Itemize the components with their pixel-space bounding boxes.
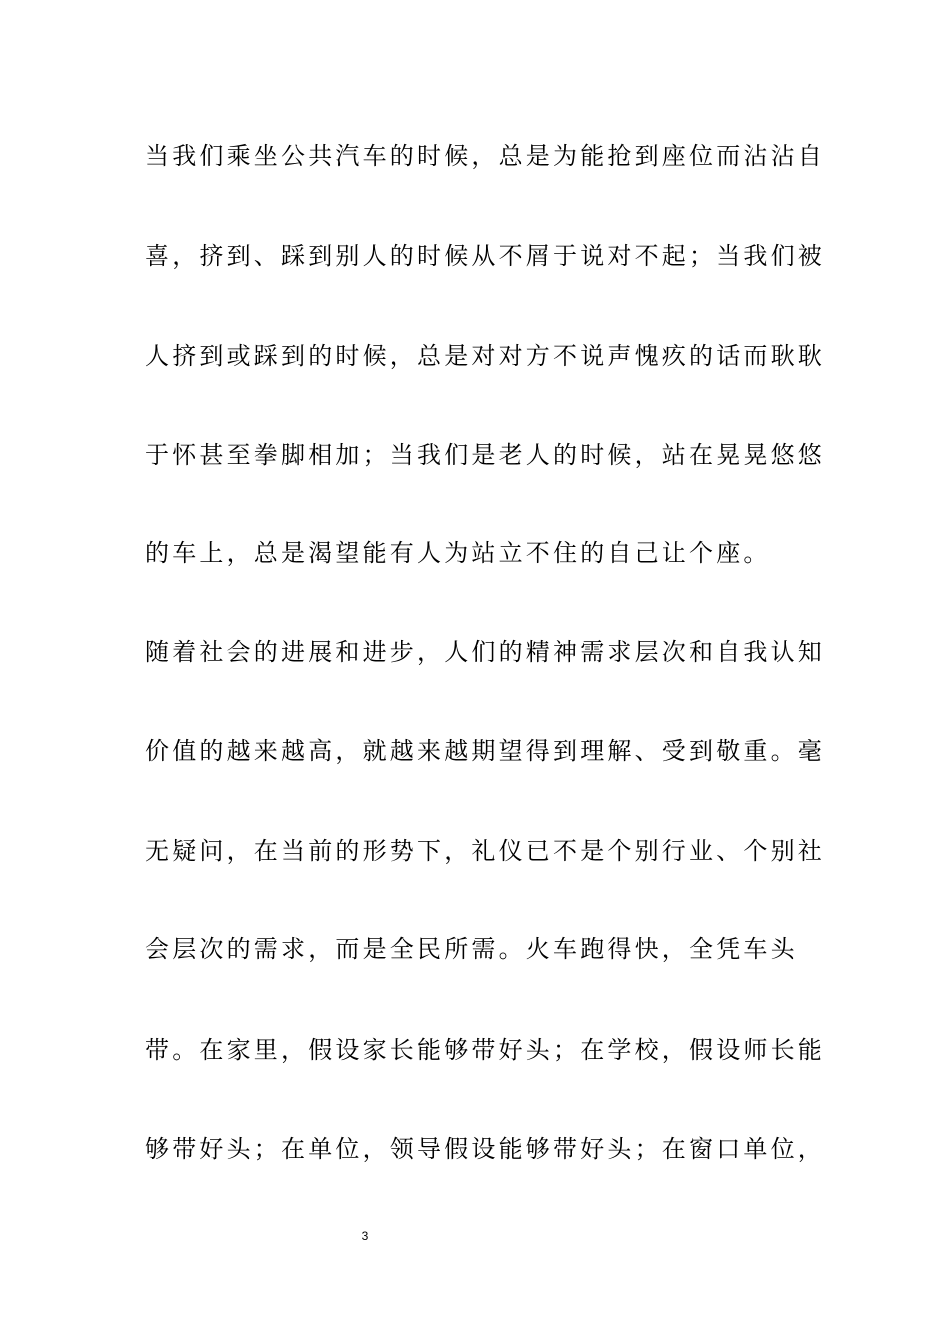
text-line: 会层次的需求，而是全民所需。火车跑得快，全凭车头 [145, 935, 798, 963]
text-line: 价值的越来越高，就越来越期望得到理解、受到敬重。毫 [145, 737, 825, 765]
text-line: 带。在家里，假设家长能够带好头；在学校，假设师长能 [145, 1036, 825, 1064]
text-line: 随着社会的进展和进步，人们的精神需求层次和自我认知 [145, 638, 825, 666]
text-line: 于怀甚至拳脚相加；当我们是老人的时候，站在晃晃悠悠 [145, 441, 825, 469]
text-line: 无疑问，在当前的形势下，礼仪已不是个别行业、个别社 [145, 837, 825, 865]
text-line: 喜，挤到、踩到别人的时候从不屑于说对不起；当我们被 [145, 242, 825, 270]
text-line: 当我们乘坐公共汽车的时候，总是为能抢到座位而沾沾自 [145, 142, 825, 170]
text-line: 的车上，总是渴望能有人为站立不住的自己让个座。 [145, 539, 771, 567]
page-number: 3 [361, 1229, 369, 1243]
text-line: 人挤到或踩到的时候，总是对对方不说声愧疚的话而耿耿 [145, 342, 825, 370]
text-line: 够带好头；在单位，领导假设能够带好头；在窗口单位， [145, 1135, 825, 1163]
